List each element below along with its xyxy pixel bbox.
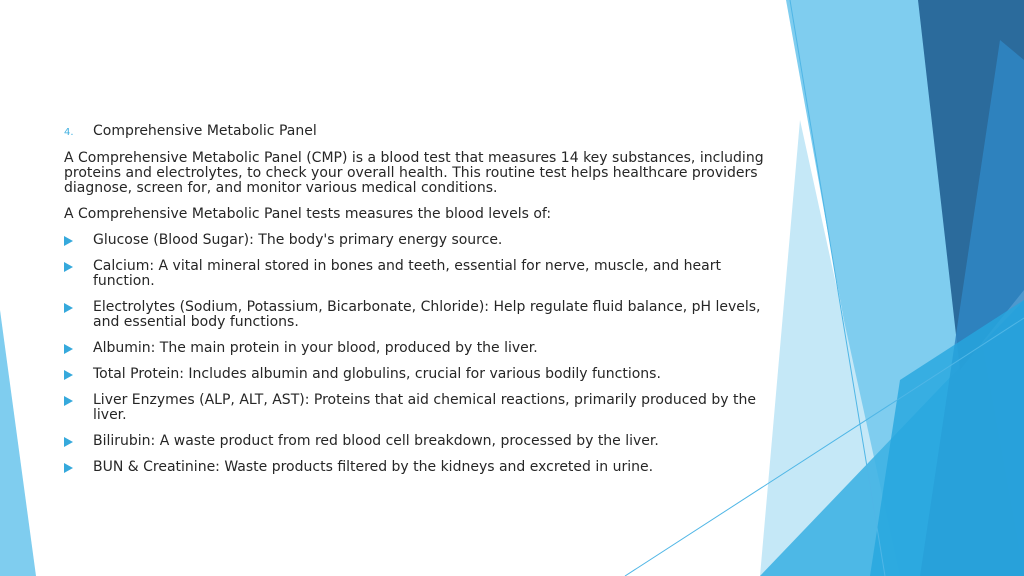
bullet-text: BUN & Creatinine: Waste products filtered by the kidneys and excreted in urine. (93, 459, 654, 475)
list-item (64, 460, 784, 475)
bullet-text: Total Protein: Includes albumin and globulins, crucial for various bodily functions. (93, 366, 661, 382)
list-item (64, 434, 784, 449)
triangle-bullet-icon (64, 341, 93, 356)
bullet-text: Glucose (Blood Sugar): The body's primary energy source. (93, 232, 503, 248)
triangle-bullet-icon (64, 367, 93, 382)
list-item (64, 341, 784, 356)
list-item (64, 393, 784, 423)
item-heading: Comprehensive Metabolic Panel (93, 123, 317, 139)
list-item (64, 300, 784, 330)
left-accent-shape (0, 310, 36, 576)
list-item (64, 259, 784, 289)
triangle-bullet-icon (64, 259, 93, 274)
item-number: 4. (64, 127, 74, 138)
triangle-bullet-icon (64, 300, 93, 315)
triangle-bullet-icon (64, 393, 93, 408)
triangle-bullet-icon (64, 233, 93, 248)
tests-intro-paragraph: A Comprehensive Metabolic Panel tests measures the blood levels of: (64, 206, 552, 222)
triangle-bullet-icon (64, 460, 93, 475)
intro-paragraph: A Comprehensive Metabolic Panel (CMP) is a blood test that measures 14 key substances, including proteins and electrolytes, to check your overall health. This routine test helps healthcare providers diagnose, screen for, and monitor various medical conditions. (64, 150, 764, 196)
bullet-text: Liver Enzymes (ALP, ALT, AST): Proteins that aid chemical reactions, primarily produced by the liver. (93, 392, 756, 423)
list-item (64, 233, 784, 248)
bullet-text: Bilirubin: A waste product from red blood cell breakdown, processed by the liver. (93, 433, 659, 449)
bullet-text: Albumin: The main protein in your blood, produced by the liver. (93, 340, 538, 356)
bullet-text: Calcium: A vital mineral stored in bones and teeth, essential for nerve, muscle, and heart function. (93, 258, 721, 289)
list-item (64, 367, 784, 382)
bullet-list (64, 233, 784, 475)
slide-content (64, 124, 784, 486)
numbered-item (64, 124, 784, 140)
triangle-bullet-icon (64, 434, 93, 449)
bullet-text: Electrolytes (Sodium, Potassium, Bicarbonate, Chloride): Help regulate fluid balance, pH levels, and essential body functions. (93, 299, 761, 330)
